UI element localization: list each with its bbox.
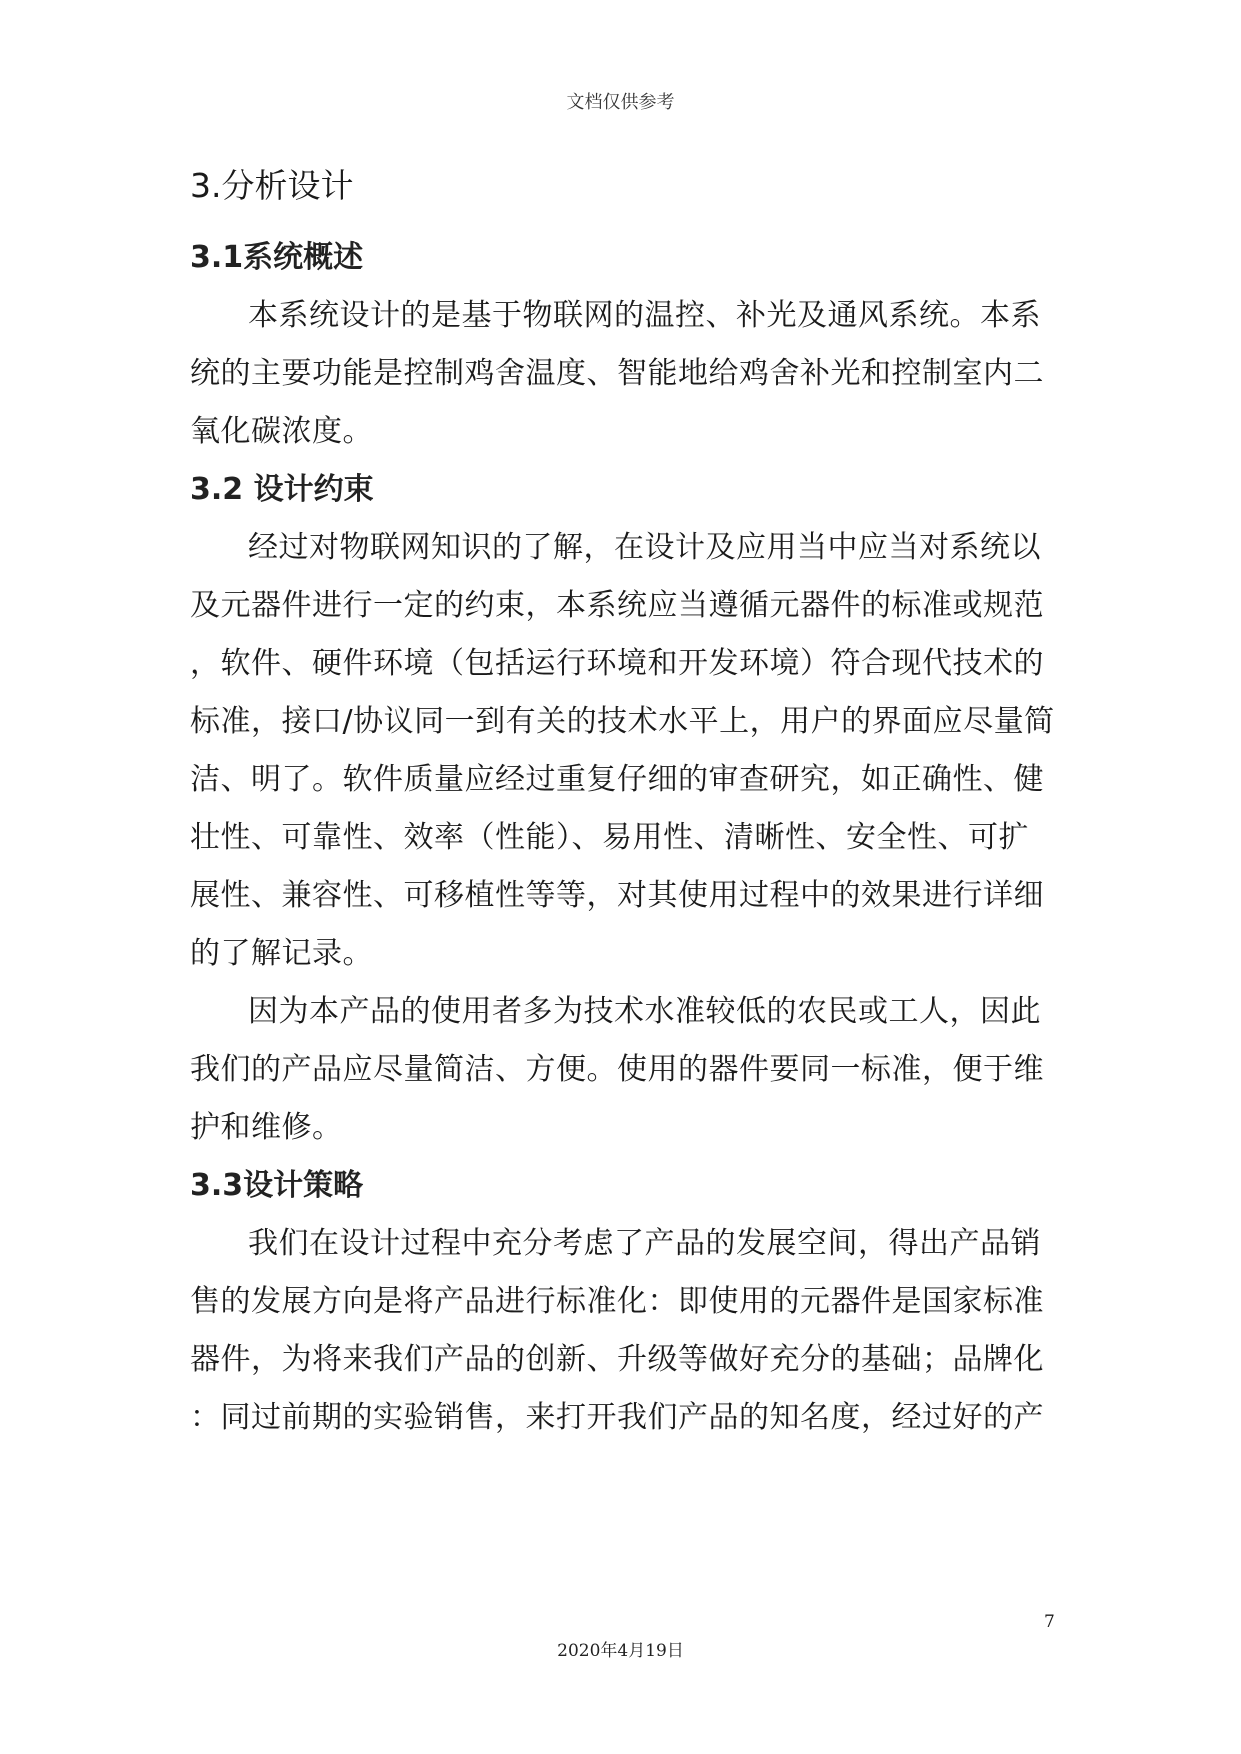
paragraph-line: 经过对物联网知识的了解，在设计及应用当中应当对系统以 — [248, 530, 1041, 565]
paragraph-line: 本系统设计的是基于物联网的温控、补光及通风系统。本系 — [248, 298, 1041, 333]
paragraph-line: 器件，为将来我们产品的创新、升级等做好充分的基础；品牌化 — [190, 1342, 1044, 1377]
paragraph-line: 壮性、可靠性、效率（性能）、易用性、清晰性、安全性、可扩 — [190, 820, 1029, 855]
section-heading-3-3: 3.3设计策略 — [190, 1168, 364, 1203]
page-number: 7 — [1044, 1612, 1055, 1632]
paragraph-line: 我们在设计过程中充分考虑了产品的发展空间，得出产品销 — [248, 1226, 1041, 1261]
paragraph-line: 因为本产品的使用者多为技术水准较低的农民或工人，因此 — [248, 994, 1041, 1029]
paragraph-line: ，软件、硬件环境（包括运行环境和开发环境）符合现代技术的 — [190, 646, 1044, 681]
chapter-title: 3.分析设计 — [190, 166, 354, 205]
paragraph-line: 的了解记录。 — [190, 936, 373, 971]
paragraph-line: ：同过前期的实验销售，来打开我们产品的知名度，经过好的产 — [190, 1400, 1044, 1435]
paragraph-line: 我们的产品应尽量简洁、方便。使用的器件要同一标准，便于维 — [190, 1052, 1044, 1087]
header-note: 文档仅供参考 — [566, 92, 675, 113]
paragraph-line: 统的主要功能是控制鸡舍温度、智能地给鸡舍补光和控制室内二 — [190, 356, 1044, 391]
footer-date: 2020年4月19日 — [557, 1641, 684, 1661]
paragraph-line: 洁、明了。软件质量应经过重复仔细的审查研究，如正确性、健 — [190, 762, 1044, 797]
section-heading-3-1: 3.1系统概述 — [190, 240, 364, 275]
paragraph-line: 展性、兼容性、可移植性等等，对其使用过程中的效果进行详细 — [190, 878, 1044, 913]
paragraph-line: 售的发展方向是将产品进行标准化：即使用的元器件是国家标准 — [190, 1284, 1044, 1319]
paragraph-line: 标准，接口/协议同一到有关的技术水平上，用户的界面应尽量简 — [190, 704, 1055, 739]
section-heading-3-2: 3.2 设计约束 — [190, 472, 374, 507]
paragraph-line: 氧化碳浓度。 — [190, 414, 373, 449]
paragraph-line: 及元器件进行一定的约束，本系统应当遵循元器件的标准或规范 — [190, 588, 1044, 623]
paragraph-line: 护和维修。 — [190, 1110, 343, 1145]
